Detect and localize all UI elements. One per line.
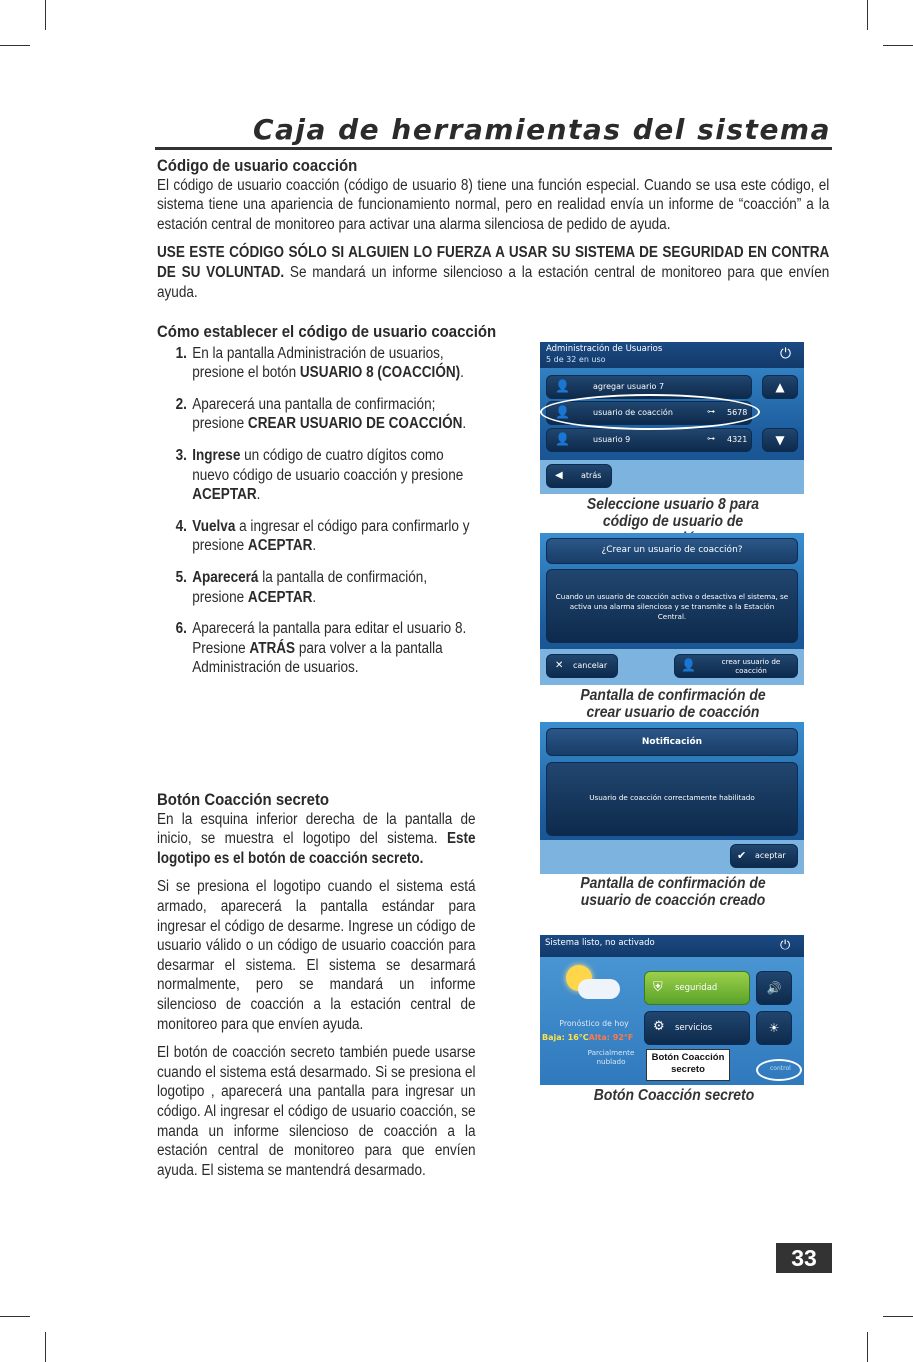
crop-mark	[883, 45, 913, 46]
user-icon: 👤	[681, 658, 696, 672]
key-icon: ⊶	[707, 434, 715, 443]
caption: Pantalla de confirmación de usuario de coacción creado	[580, 875, 766, 909]
back-button[interactable]: ◀ atrás	[546, 464, 612, 488]
section-heading: Código de usuario coacción	[157, 156, 358, 175]
sun-cloud-icon	[560, 961, 620, 1005]
user-row[interactable]: 👤 usuario de coacción ⊶ 5678	[546, 401, 752, 425]
crop-mark	[0, 1316, 30, 1317]
page-number: 33	[776, 1243, 832, 1273]
list-item: 1. En la pantalla Administración de usuarios, presione el botón USUARIO 8 (COACCIÓN).	[175, 344, 464, 382]
key-icon: ⊶	[707, 407, 715, 416]
section-secret-button	[157, 790, 476, 1180]
crop-mark	[45, 0, 46, 30]
caption: Botón Coacción secreto	[593, 1087, 755, 1104]
status-text: Sistema listo, no activado	[545, 938, 655, 948]
screenshot-notification	[540, 722, 804, 874]
list-item: 5. Aparecerá la pantalla de confirmación, presione ACEPTAR.	[175, 568, 428, 606]
screenshot-user-admin	[540, 342, 804, 494]
forecast-label: Pronóstico de hoy	[559, 1019, 629, 1028]
speaker-button[interactable]: 🔊	[756, 971, 792, 1005]
scroll-up-button[interactable]: ▲	[762, 375, 798, 399]
warning-rest: Se mandará un informe silencioso a la estación central de monitoreo para que envíen ayuda.	[157, 263, 830, 301]
crop-mark	[867, 1332, 868, 1362]
scroll-down-button[interactable]: ▼	[762, 428, 798, 452]
screenshot-create-duress	[540, 533, 804, 685]
gear-icon: ⚙	[653, 1019, 665, 1034]
forecast-condition: Parcialmente nublado	[587, 1048, 635, 1066]
user-icon: 👤	[555, 432, 570, 446]
crop-mark	[867, 0, 868, 30]
user-icon: 👤	[555, 379, 570, 393]
paragraph: En la esquina inferior derecha de la pantalla de inicio, se muestra el logotipo del sistema. Este logotipo es el botón de coacción secreto.	[157, 810, 476, 867]
brightness-button[interactable]: ☀	[756, 1011, 792, 1045]
ok-button[interactable]: ✔ aceptar	[730, 844, 798, 868]
user-row[interactable]: 👤 usuario 9 ⊶ 4321	[546, 428, 752, 452]
create-duress-button[interactable]: 👤 crear usuario de coacción	[674, 654, 798, 678]
section-heading: Cómo establecer el código de usuario coacción	[157, 322, 497, 341]
security-button[interactable]: ⛨ seguridad	[644, 971, 750, 1005]
user-icon: 👤	[555, 405, 570, 419]
forecast-temps: Baja: 16°CAlta: 92°F	[542, 1033, 634, 1042]
list-item: 4. Vuelva a ingresar el código para confirmarlo y presione ACEPTAR.	[175, 517, 470, 555]
paragraph: El botón de coacción secreto también puede usarse cuando el sistema está desarmado. Si se presiona el logotipo , aparecerá una pantalla para ingresar un código. Al ingresar el código de usuario coacción, se manda un informe silencioso de coacción a la estación central de monitoreo para que envíen ayuda. El sistema se mantendrá desarmado.	[157, 1044, 476, 1179]
secret-duress-logo-button[interactable]: control	[756, 1059, 802, 1081]
services-button[interactable]: ⚙ servicios	[644, 1011, 750, 1045]
section-duress-code	[157, 156, 829, 302]
section-how-to	[157, 322, 525, 690]
close-icon: ✕	[555, 660, 564, 671]
section-heading: Botón Coacción secreto	[157, 790, 330, 809]
crop-mark	[45, 1332, 46, 1362]
screen-subtitle: 5 de 32 en uso	[546, 355, 606, 364]
cancel-button[interactable]: ✕ cancelar	[546, 654, 618, 678]
screen-title: Administración de Usuarios	[546, 344, 663, 354]
paragraph: Si se presiona el logotipo cuando el sistema está armado, aparecerá la pantalla estándar para ingresar el código de desarme. Ingrese un código de usuario válido o un código de usuario coacción para desarmar el sistema. El sistema se desarmará normalmente, pero se mandará un informe silencioso de coacción a la estación central de monitoreo para que envíen ayuda.	[157, 878, 476, 1033]
list-item: 3. Ingrese un código de cuatro dígitos como nuevo código de usuario coacción y presione ACEPTAR.	[175, 446, 464, 504]
crop-mark	[883, 1316, 913, 1317]
dialog-title: Notificación	[641, 737, 703, 747]
steps-list	[157, 344, 483, 678]
title-rule	[155, 147, 832, 150]
highlight-ellipse	[540, 394, 760, 430]
list-item: 6. Aparecerá la pantalla para editar el usuario 8. Presione ATRÁS para volver a la pantalla Administración de usuarios.	[175, 620, 467, 677]
warning-bold: USE ESTE CÓDIGO SÓLO SI ALGUIEN LO FUERZA A USAR SU SISTEMA DE SEGURIDAD EN CONTRA DE SU VOLUNTAD.	[157, 244, 830, 281]
dialog-title: ¿Crear un usuario de coacción?	[601, 545, 743, 555]
plug-icon: ⏻	[780, 346, 792, 362]
back-arrow-icon: ◀	[555, 470, 563, 481]
list-item: 2. Aparecerá una pantalla de confirmación; presione CREAR USUARIO DE COACCIÓN.	[175, 395, 467, 433]
screenshot-home	[540, 935, 804, 1085]
page-title: Caja de herramientas del sistema	[252, 113, 831, 146]
caption: Pantalla de confirmación de crear usuario de coacción	[580, 687, 766, 721]
dialog-message: Usuario de coacción correctamente habilitado	[589, 793, 755, 802]
warning-paragraph	[157, 243, 829, 302]
callout-box: Botón Coacción secreto	[646, 1049, 730, 1081]
dialog-message: Cuando un usuario de coacción activa o desactiva el sistema, se activa una alarma silenciosa y se transmite a la Estación Central.	[555, 592, 789, 621]
user-row[interactable]: 👤 agregar usuario 7	[546, 375, 752, 399]
check-icon: ✔	[737, 849, 747, 862]
crop-mark	[0, 45, 30, 46]
plug-icon: ⏻	[780, 938, 791, 953]
intro-paragraph: El código de usuario coacción (código de usuario 8) tiene una función especial. Cuando se usa este código, el sistema tiene una apariencia de funcionamiento normal, pero en realidad envía un informe de “coacción” a la estación central de monitoreo para activar una alarma silenciosa de pedido de ayuda.	[157, 176, 830, 233]
shield-icon: ⛨	[653, 980, 663, 995]
caption: Seleccione usuario 8 para código de usuario de	[586, 496, 760, 530]
